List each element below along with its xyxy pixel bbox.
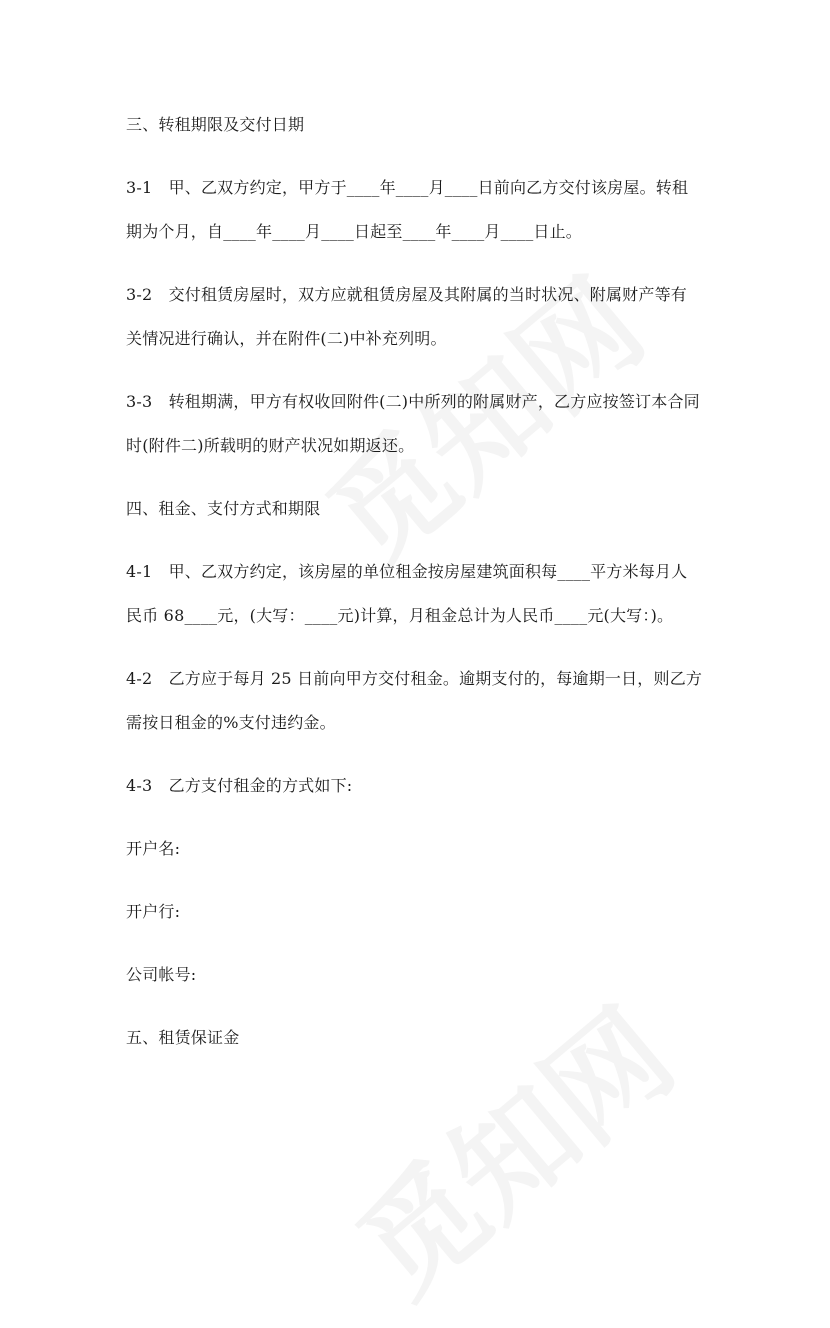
clause-4-3: 4-3 乙方支付租金的方式如下: <box>126 776 353 795</box>
clause-3-3-line-1: 3-3 转租期满，甲方有权收回附件(二)中所列的附属财产，乙方应按签订本合同 <box>126 392 700 411</box>
watermark-bottom <box>317 964 703 1327</box>
clause-4-2-line-1: 4-2 乙方应于每月 25 日前向甲方交付租金。逾期支付的，每逾期一日，则乙方 <box>126 669 703 688</box>
section-heading-4: 四、租金、支付方式和期限 <box>126 499 321 518</box>
clause-4-2-line-2: 需按日租金的%支付违约金。 <box>126 713 336 732</box>
company-account-label: 公司帐号: <box>126 965 197 984</box>
section-heading-3: 三、转租期限及交付日期 <box>126 115 305 134</box>
clause-3-1-line-1: 3-1 甲、乙双方约定，甲方于____年____月____日前向乙方交付该房屋。转租 <box>126 178 689 197</box>
account-name-label: 开户名: <box>126 839 181 858</box>
clause-3-2-line-1: 3-2 交付租赁房屋时，双方应就租赁房屋及其附属的当时状况、附属财产等有 <box>126 285 687 304</box>
section-heading-5: 五、租赁保证金 <box>126 1028 240 1047</box>
clause-3-1-line-2: 期为个月，自____年____月____日起至____年____月____日止。 <box>126 222 583 241</box>
bank-label: 开户行: <box>126 902 181 921</box>
clause-3-2-line-2: 关情况进行确认，并在附件(二)中补充列明。 <box>126 329 447 348</box>
clause-4-1-line-2: 民币 68____元，(大写：____元)计算，月租金总计为人民币____元(大写：)。 <box>126 606 674 625</box>
clause-4-1-line-1: 4-1 甲、乙双方约定，该房屋的单位租金按房屋建筑面积每____平方米每月人 <box>126 562 688 581</box>
clause-3-3-line-2: 时(附件二)所载明的财产状况如期返还。 <box>126 436 415 455</box>
